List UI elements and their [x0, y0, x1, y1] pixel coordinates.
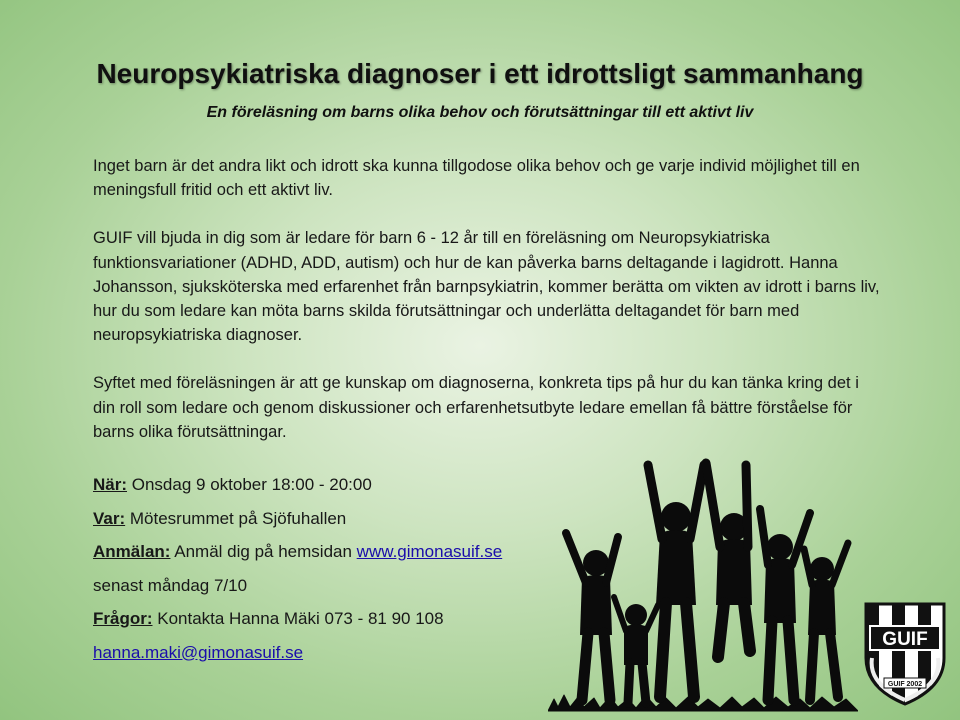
when-label: När:	[93, 475, 128, 494]
logo-text: GUIF	[882, 629, 928, 650]
email-link[interactable]: hanna.maki@gimonasuif.se	[93, 642, 304, 662]
questions-row	[93, 608, 563, 642]
signup-label: Anmälan:	[93, 542, 171, 561]
guif-logo-icon	[860, 596, 950, 708]
questions-value: Kontakta Hanna Mäki 073 - 81 90 108	[157, 609, 444, 628]
when-row	[93, 474, 563, 508]
signup-row	[93, 541, 563, 575]
when-value: Onsdag 9 oktober 18:00 - 20:00	[131, 475, 372, 494]
signup-value: Anmäl dig på hemsidan	[174, 542, 352, 561]
jumping-children-icon	[548, 445, 858, 715]
page-title: Neuropsykiatriska diagnoser i ett idrottsligt sammanhang	[96, 58, 864, 89]
paragraph-invitation: GUIF vill bjuda in dig som är ledare för barn 6 - 12 år till en föreläsning om Neuropsykiatriska funktionsvariationer (ADHD, ADD, autism) och hur de kan påverka barns deltagande i lagidrott. Hanna Johansson, sjuksköterska med erfarenhet från barnpsykiatrin, kommer berätta om vikten av idrott i barns liv, hur du som ledare kan möta barns skilda förutsättningar och underlätta deltagandet för barn med neuropsykiatriska diagnoser.	[93, 229, 880, 345]
where-label: Var:	[93, 508, 126, 528]
email-row	[93, 642, 563, 676]
deadline-text: senast måndag 7/10	[93, 575, 248, 595]
event-info	[93, 474, 563, 675]
where-row	[93, 508, 563, 542]
paragraph-intro: Inget barn är det andra likt och idrott ska kunna tillgodose olika behov och ge varje individ möjlighet till en meningsfull fritid och ett aktivt liv.	[93, 157, 860, 200]
intro-text	[93, 154, 883, 468]
questions-label: Frågor:	[93, 609, 153, 628]
paragraph-purpose: Syftet med föreläsningen är att ge kunskap om diagnoserna, konkreta tips på hur du kan tänka kring det i din roll som ledare och genom diskussioner och erfarenhetsutbyte ledare emellan få bättre förståelse för barns olika förutsättningar.	[93, 374, 859, 441]
website-link[interactable]: www.gimonasuif.se	[356, 542, 503, 561]
page-subtitle: En föreläsning om barns olika behov och förutsättningar till ett aktivt liv	[206, 104, 754, 121]
logo-year: GUIF 2002	[887, 681, 923, 688]
where-value: Mötesrummet på Sjöfuhallen	[129, 508, 347, 528]
deadline-row	[93, 575, 563, 609]
